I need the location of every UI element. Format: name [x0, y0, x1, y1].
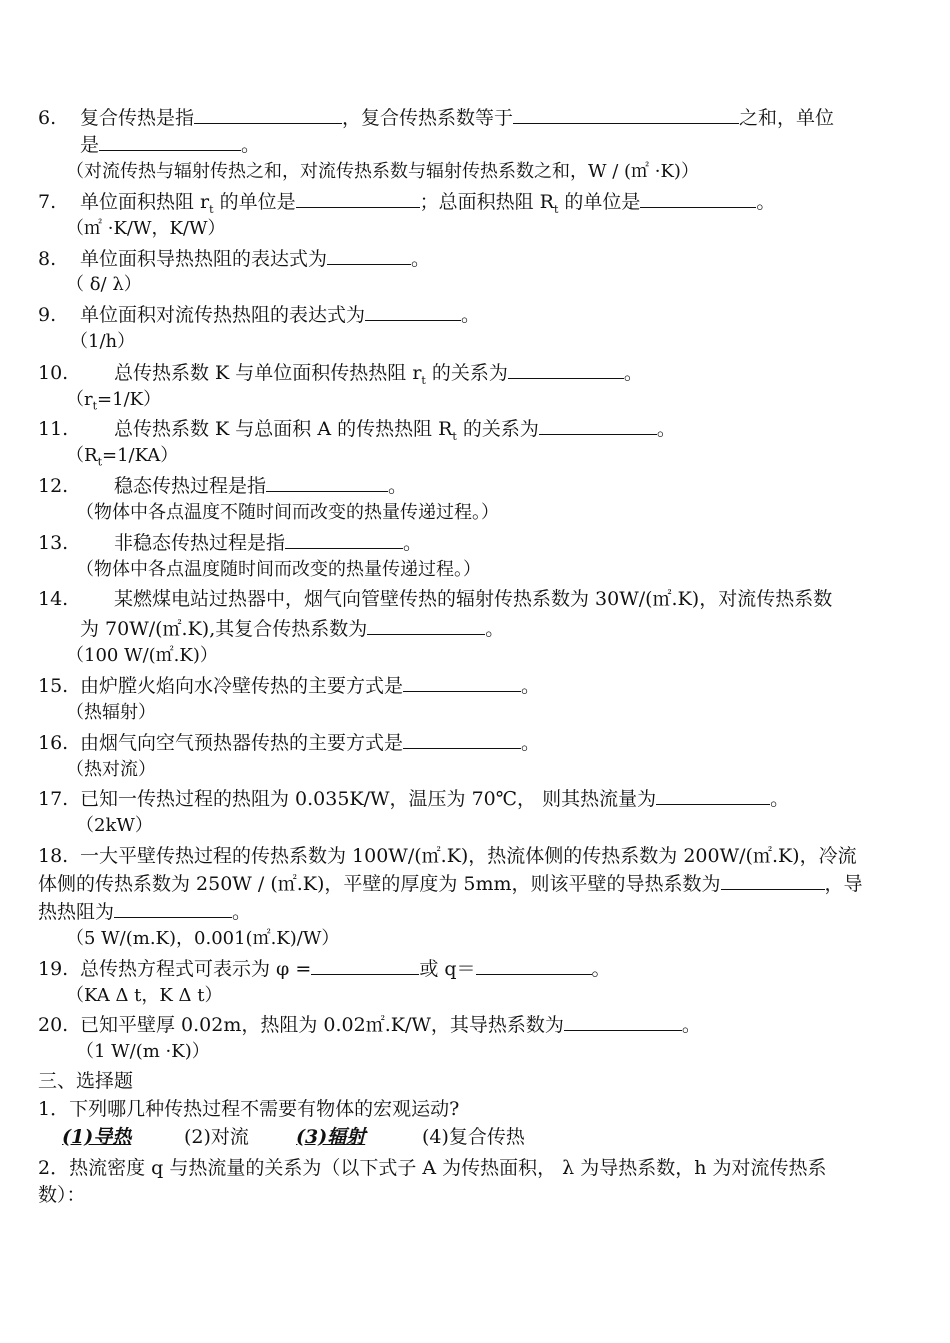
answer-15: （热辐射） [66, 702, 156, 723]
answer-blank[interactable] [99, 133, 241, 151]
answer-20: （1 W/(m ·K)） [76, 1041, 210, 1062]
answer-14: （100 W/(㎡.K)） [66, 645, 218, 666]
choice-options-1 [62, 1124, 525, 1150]
answer-13: （物体中各点温度随时间而改变的热量传递过程。） [76, 559, 481, 580]
question-19: 19. 总传热方程式可表示为 φ = 或 q＝ 。 [38, 958, 611, 980]
question-15: 15. 由炉膛火焰向水冷壁传热的主要方式是 。 [38, 675, 541, 697]
option-selected[interactable]: (3)辐射 [296, 1126, 366, 1148]
answer-7: （㎡ ·K/W，K/W） [66, 218, 226, 239]
answer-17: （2kW） [76, 815, 153, 836]
answer-6: （对流传热与辐射传热之和，对流传热系数与辐射传热系数之和，W / (㎡ ·K)） [66, 161, 699, 182]
answer-16: （热对流） [66, 759, 156, 780]
question-20: 20. 已知平壁厚 0.02m，热阻为 0.02㎡.K/W，其导热系数为 。 [38, 1014, 701, 1036]
question-number: 15. [38, 675, 69, 697]
question-11: 11. 总传热系数 K 与总面积 A 的传热热阻 $R_t$ 的关系为 。 [38, 418, 676, 443]
section-heading: 三、选择题 [38, 1070, 134, 1092]
answer-12: （物体中各点温度不随时间而改变的热量传递过程。） [76, 502, 499, 523]
question-number: 7. [38, 191, 57, 213]
question-number: 13. [38, 532, 69, 554]
question-14-line2: 为 70W/(㎡.K),其复合传热系数为 。 [80, 618, 505, 640]
answer-18: （5 W/(m.K)，0.001(㎡.K)/W） [66, 928, 340, 949]
answer-blank[interactable] [513, 106, 739, 124]
question-10: 10. 总传热系数 K 与单位面积传热热阻 $r_t$ 的关系为 。 [38, 362, 643, 387]
question-12: 12. 稳态传热过程是指 。 [38, 475, 408, 497]
question-18-line2: 体侧的传热系数为 250W / (㎡.K)，平壁的厚度为 5mm，则该平壁的导热系数为 ，导 [38, 873, 863, 895]
question-number: 8. [38, 248, 57, 270]
question-16: 16. 由烟气向空气预热器传热的主要方式是 。 [38, 732, 541, 754]
question-number: 16. [38, 732, 69, 754]
answer-blank[interactable] [365, 303, 461, 321]
question-number: 6. [38, 107, 57, 129]
choice-question-1: 1．下列哪几种传热过程不需要有物体的宏观运动? [38, 1098, 460, 1120]
question-number: 19. [38, 958, 69, 980]
choice-question-2-line1: 2．热流密度 q 与热流量的关系为（以下式子 A 为传热面积， λ 为导热系数，h 为对流传热系 [38, 1157, 827, 1179]
question-number: 9. [38, 304, 57, 326]
option[interactable]: (4)复合传热 [422, 1126, 525, 1148]
question-number: 20. [38, 1014, 69, 1036]
question-9: 9. 单位面积对流传热热阻的表达式为 。 [38, 304, 481, 326]
question-13: 13. 非稳态传热过程是指 。 [38, 532, 423, 554]
question-17: 17. 已知一传热过程的热阻为 0.035K/W，温压为 70℃， 则其热流量为 。 [38, 788, 790, 810]
option[interactable]: (2)对流 [184, 1126, 249, 1148]
question-number: 11. [38, 418, 69, 440]
question-6-line1: 6. 复合传热是指 ，复合传热系数等于 之和，单位 [38, 107, 835, 129]
answer-blank[interactable] [327, 247, 411, 265]
option-selected[interactable]: (1)导热 [62, 1126, 132, 1148]
question-8: 8. 单位面积导热热阻的表达式为 。 [38, 248, 431, 270]
answer-blank[interactable] [114, 900, 232, 918]
answer-blank[interactable] [266, 474, 388, 492]
choice-question-2-line2: 数）： [38, 1184, 86, 1206]
answer-19: （KA Δ t，K Δ t） [66, 985, 223, 1006]
answer-10: $(r_t=1/K)$ [66, 389, 162, 413]
answer-blank[interactable] [564, 1013, 682, 1031]
question-number: 18. [38, 845, 69, 867]
answer-9: （1/h） [70, 331, 136, 352]
answer-blank[interactable] [285, 531, 403, 549]
answer-blank[interactable] [403, 731, 521, 749]
answer-blank[interactable] [194, 106, 342, 124]
answer-blank[interactable] [403, 674, 521, 692]
answer-blank[interactable] [656, 787, 770, 805]
answer-8: （ δ/ λ） [66, 274, 142, 295]
answer-blank[interactable] [539, 417, 657, 435]
answer-blank[interactable] [721, 872, 825, 890]
answer-blank[interactable] [640, 190, 756, 208]
answer-blank[interactable] [476, 957, 592, 975]
question-number: 10. [38, 362, 69, 384]
answer-blank[interactable] [296, 190, 420, 208]
question-7: 7. 单位面积热阻 $r_t$ 的单位是 ；总面积热阻 $R_t$ 的单位是 。 [38, 191, 776, 216]
question-14-line1: 14. 某燃煤电站过热器中，烟气向管壁传热的辐射传热系数为 30W/(㎡.K)，对流传热系数 [38, 588, 833, 610]
answer-11: $(R_t=1/KA)$ [66, 445, 179, 469]
question-6-line2: 是 。 [80, 134, 261, 156]
question-number: 17. [38, 788, 69, 810]
answer-blank[interactable] [367, 617, 485, 635]
question-number: 14. [38, 588, 69, 610]
question-number: 12. [38, 475, 69, 497]
answer-blank[interactable] [508, 361, 624, 379]
answer-blank[interactable] [311, 957, 419, 975]
question-18-line3: 热热阻为 。 [38, 901, 252, 923]
question-18-line1: 18. 一大平壁传热过程的传热系数为 100W/(㎡.K)，热流体侧的传热系数为 200W/(㎡.K)，冷流 [38, 845, 857, 867]
